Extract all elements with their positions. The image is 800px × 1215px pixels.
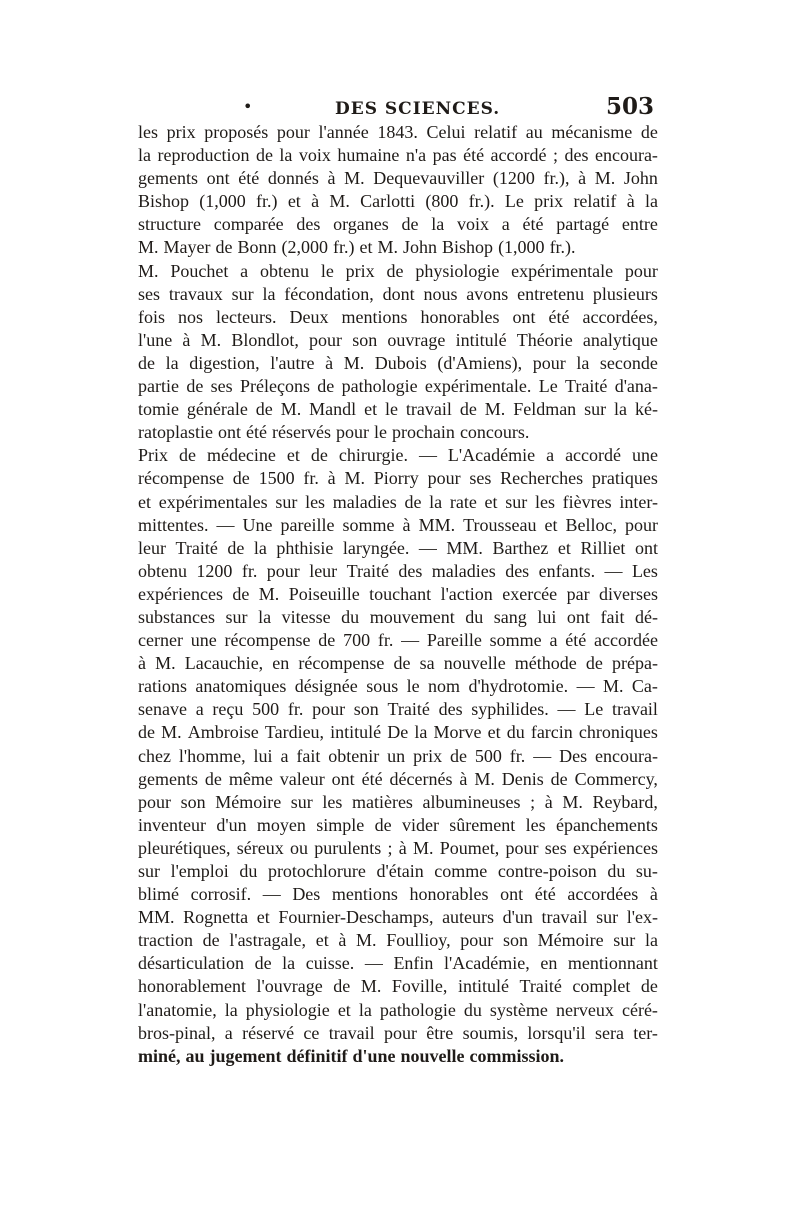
text-line: l'anatomie, la physiologie et la pathologie du système nerveux céré- (138, 999, 658, 1020)
text-line: leur Traité de la phthisie laryngée. — MM. Barthez et Rilliet ont (138, 537, 658, 558)
running-head: DES SCIENCES. (335, 99, 501, 119)
text-line: les prix proposés pour l'année 1843. Celui relatif au mécanisme de (138, 122, 658, 142)
text-line: et expérimentales sur les maladies de la rate et sur les fièvres inter- (138, 491, 658, 512)
body-text (138, 121, 658, 1068)
text-line: Prix de médecine et de chirurgie. — L'Académie a accordé une (138, 445, 658, 466)
page-number: 503 (605, 93, 654, 120)
text-line: senave a reçu 500 fr. pour son Traité des syphilides. — Le travail (138, 699, 658, 720)
text-line: la reproduction de la voix humaine n'a pas été accordé ; des encoura- (138, 145, 658, 166)
text-line: désarticulation de la cuisse. — Enfin l'Académie, en mentionnant (138, 953, 658, 974)
header-mark: • (243, 97, 253, 116)
text-line: partie de ses Préleçons de pathologie expérimentale. Le Traité d'ana- (138, 376, 658, 397)
text-line: M. Pouchet a obtenu le prix de physiologie expérimentale pour (138, 260, 658, 281)
text-line: fois nos lecteurs. Deux mentions honorables ont été accordées, (138, 306, 658, 327)
text-line: inventeur d'un moyen simple de vider sûrement les épanchements (138, 814, 658, 835)
text-line: Bishop (1,000 fr.) et à M. Carlotti (800 fr.). Le prix relatif à la (138, 191, 658, 212)
text-line: obtenu 1200 fr. pour leur Traité des maladies des enfants. — Les (138, 560, 658, 581)
text-line: tomie générale de M. Mandl et le travail de M. Feldman sur la ké- (138, 399, 658, 420)
text-line: mittentes. — Une pareille somme à MM. Trousseau et Belloc, pour (138, 514, 658, 535)
text-line: gements ont été donnés à M. Dequevauviller (1200 fr.), à M. John (138, 168, 658, 189)
text-line: ratoplastie ont été réservés pour le prochain concours. (138, 422, 530, 443)
text-line: gements de même valeur ont été décernés à M. Denis de Commercy, (138, 768, 658, 789)
text-line: de la digestion, l'autre à M. Dubois (d'Amiens), pour la seconde (138, 352, 658, 373)
text-line: blimé corrosif. — Des mentions honorables ont été accordées à (138, 884, 658, 905)
text-line: pleurétiques, séreux ou purulents ; à M. Poumet, pour ses expériences (138, 837, 658, 858)
text-line: à M. Lacauchie, en récompense de sa nouvelle méthode de prépa- (138, 653, 658, 674)
text-line: sur l'emploi du protochlorure d'étain comme contre-poison du su- (138, 861, 658, 881)
text-line: récompense de 1500 fr. à M. Piorry pour ses Recherches pratiques (138, 468, 658, 489)
text-line: miné, au jugement définitif d'une nouvelle commission. (138, 1045, 565, 1066)
text-line: substances sur la vitesse du mouvement du sang lui ont fait dé- (138, 606, 658, 627)
text-line: pour son Mémoire sur les matières albumineuses ; à M. Reybard, (138, 791, 658, 812)
text-line: de M. Ambroise Tardieu, intitulé De la Morve et du farcin chroniques (138, 722, 658, 743)
text-line: traction de l'astragale, et à M. Foullioy, pour son Mémoire sur la (138, 930, 658, 951)
text-line: honorablement l'ouvrage de M. Foville, intitulé Traité complet de (138, 976, 658, 997)
text-line: cerner une récompense de 700 fr. — Pareille somme a été accordée (138, 630, 658, 651)
text-line: expériences de M. Poiseuille touchant l'action exercée par diverses (138, 583, 658, 604)
text-line: l'une à M. Blondlot, pour son ouvrage intitulé Théorie analytique (138, 329, 658, 350)
text-line: bros-pinal, a réservé ce travail pour être soumis, lorsqu'il sera ter- (138, 1022, 658, 1043)
text-line: M. Mayer de Bonn (2,000 fr.) et M. John Bishop (1,000 fr.). (138, 237, 576, 258)
text-line: MM. Rognetta et Fournier-Deschamps, auteurs d'un travail sur l'ex- (138, 907, 658, 928)
text-line: rations anatomiques désignée sous le nom d'hydrotomie. — M. Ca- (138, 676, 658, 697)
text-line: ses travaux sur la fécondation, dont nous avons entretenu plusieurs (138, 283, 658, 304)
text-line: structure comparée des organes de la voix a été partagé entre (138, 214, 658, 235)
text-line: chez l'homme, lui a fait obtenir un prix de 500 fr. — Des encoura- (138, 745, 658, 766)
